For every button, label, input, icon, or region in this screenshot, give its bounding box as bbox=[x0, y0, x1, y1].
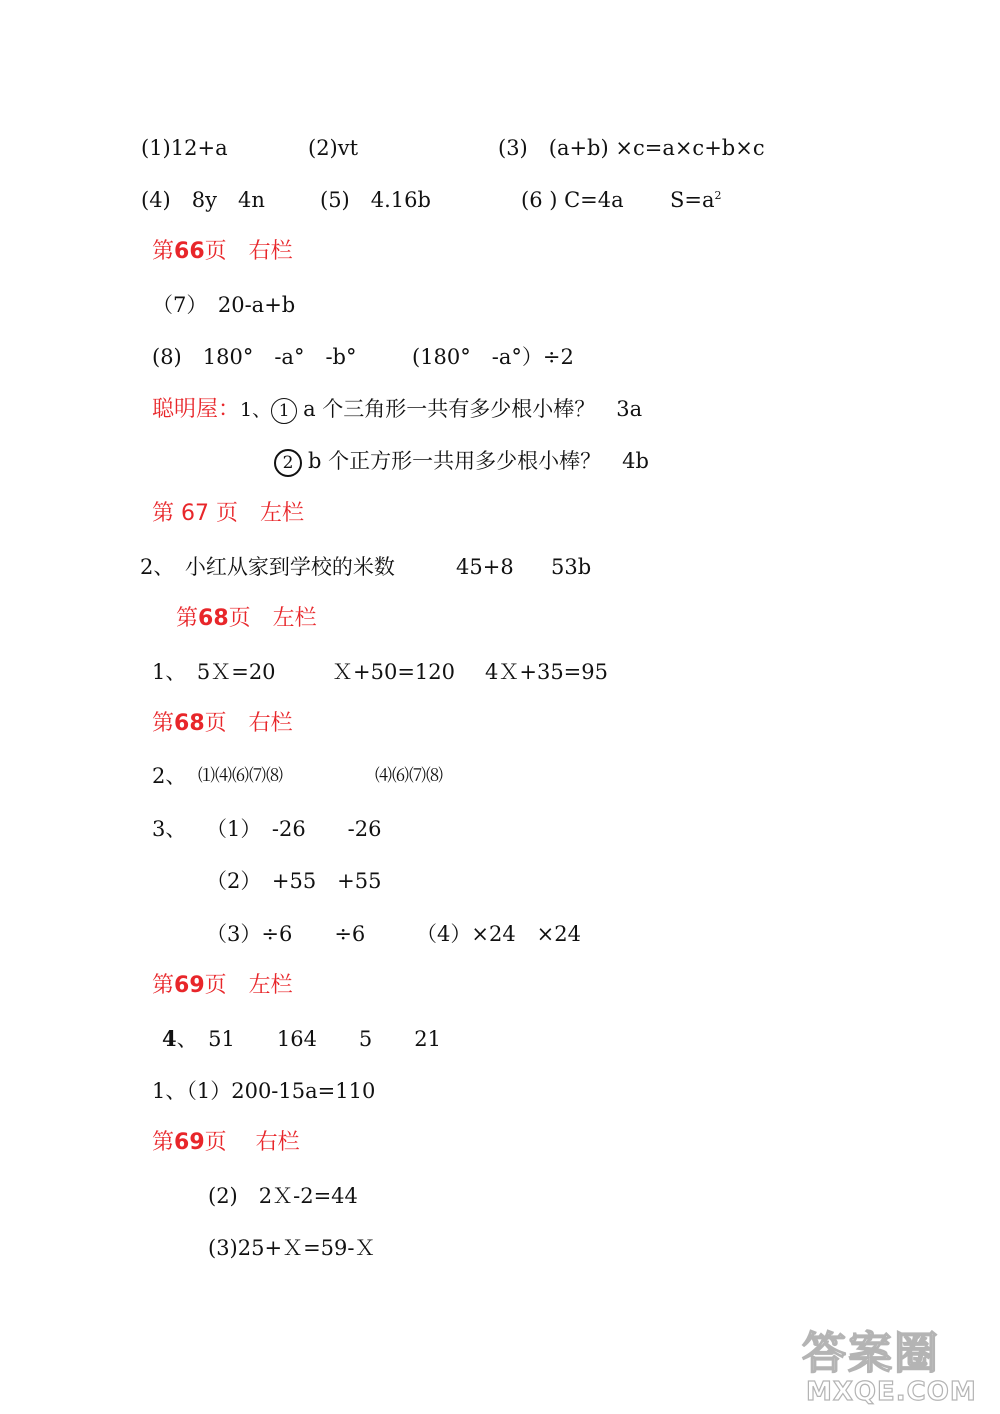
heading-prefix: 第 bbox=[152, 711, 175, 736]
answer-7: （7） 20-a+b bbox=[152, 293, 296, 317]
answer-6-s-base: S=a bbox=[670, 188, 715, 212]
answer-4-index: 4 bbox=[162, 1026, 177, 1051]
heading-prefix: 第 bbox=[152, 239, 175, 264]
answer-4-row bbox=[162, 1025, 441, 1053]
answer-2-result: 53b bbox=[551, 555, 592, 579]
heading-prefix: 第 bbox=[152, 973, 175, 998]
circled-number-2-icon: 2 bbox=[274, 449, 302, 477]
equation-1: 1、 5Ｘ=20 bbox=[152, 660, 276, 684]
answer-4-values: 、 51 164 5 21 bbox=[176, 1027, 442, 1051]
watermark-top-text: 答案圈 bbox=[802, 1328, 940, 1379]
answer-2-expr: 45+8 bbox=[456, 555, 514, 579]
heading-prefix: 第 bbox=[176, 606, 199, 631]
brain-teaser-2 bbox=[274, 447, 649, 477]
answer-6-s-exponent: 2 bbox=[714, 189, 722, 202]
heading-suffix: 页 右栏 bbox=[204, 1130, 300, 1155]
equation-answer-3: (3)25+Ｘ=59-Ｘ bbox=[208, 1236, 376, 1260]
answer-2: (2)vt bbox=[308, 136, 359, 160]
heading-suffix: 页 左栏 bbox=[204, 973, 293, 998]
circled-number-1-icon: 1 bbox=[271, 398, 297, 424]
section-heading-p68-left bbox=[176, 605, 317, 633]
heading-page-number: 68 bbox=[174, 711, 205, 736]
answer-4: (4) 8y 4n bbox=[141, 188, 265, 212]
equation-3: 4Ｘ+35=95 bbox=[485, 660, 608, 684]
answer-8-a: (8) 180° -a° -b° bbox=[152, 345, 357, 369]
heading-prefix: 第 bbox=[152, 1130, 175, 1155]
heading-suffix: 页 右栏 bbox=[204, 239, 293, 264]
answer-3-2: （2） +55 +55 bbox=[206, 869, 382, 893]
answer-5: (5) 4.16b bbox=[320, 188, 431, 212]
brain-teaser-question-2: b 个正方形一共用多少根小棒？ 4b bbox=[308, 449, 649, 473]
answer-3: (3) (a+b) ×c=a×c+b×c bbox=[498, 136, 765, 160]
brain-teaser-index: 1、 bbox=[240, 399, 272, 421]
answer-3-3: （3）÷6 ÷6 bbox=[206, 922, 366, 946]
section-heading-p69-left bbox=[152, 972, 293, 1000]
answer-3-4: （4）×24 ×24 bbox=[416, 922, 581, 946]
section-heading-p69-right bbox=[152, 1129, 300, 1157]
answer-2-choices-b: ⑷⑹⑺⑻ bbox=[375, 766, 443, 786]
answer-1: (1)12+a bbox=[141, 136, 228, 160]
answer-3-1: （1） -26 -26 bbox=[206, 817, 382, 841]
section-heading-p66-right bbox=[152, 238, 293, 266]
equation-2: Ｘ+50=120 bbox=[332, 660, 455, 684]
brain-teaser-1 bbox=[152, 395, 642, 424]
section-heading-p68-right bbox=[152, 710, 293, 738]
heading-page-number: 66 bbox=[174, 239, 205, 264]
heading-suffix: 页 右栏 bbox=[204, 711, 293, 736]
answer-2-text: 2、 小红从家到学校的米数 bbox=[140, 555, 395, 579]
heading-page-number: 69 bbox=[174, 973, 205, 998]
heading-page-number: 68 bbox=[198, 606, 229, 631]
heading-page-number: 69 bbox=[174, 1130, 205, 1155]
section-heading-p67-left: 第 67 页 左栏 bbox=[152, 501, 304, 526]
equation-answer-1: 1、（1）200-15a=110 bbox=[152, 1079, 376, 1103]
answer-2-index: 2、 bbox=[152, 764, 187, 788]
answer-3-index: 3、 bbox=[152, 817, 187, 841]
answer-6-c: (6 ) C=4a bbox=[521, 188, 624, 212]
answer-2-choices-a: ⑴⑷⑹⑺⑻ bbox=[198, 766, 283, 786]
answer-6-s bbox=[670, 186, 722, 214]
brain-teaser-question-1: a 个三角形一共有多少根小棒？ 3a bbox=[303, 397, 643, 421]
equation-answer-2: (2) 2Ｘ-2=44 bbox=[208, 1184, 358, 1208]
watermark-bottom-text: MXQE.COM bbox=[806, 1377, 977, 1407]
answer-8-b: (180° -a°）÷2 bbox=[412, 345, 574, 369]
watermark-logo bbox=[802, 1328, 992, 1408]
brain-teaser-label: 聪明屋： bbox=[152, 397, 241, 422]
heading-suffix: 页 左栏 bbox=[228, 606, 317, 631]
